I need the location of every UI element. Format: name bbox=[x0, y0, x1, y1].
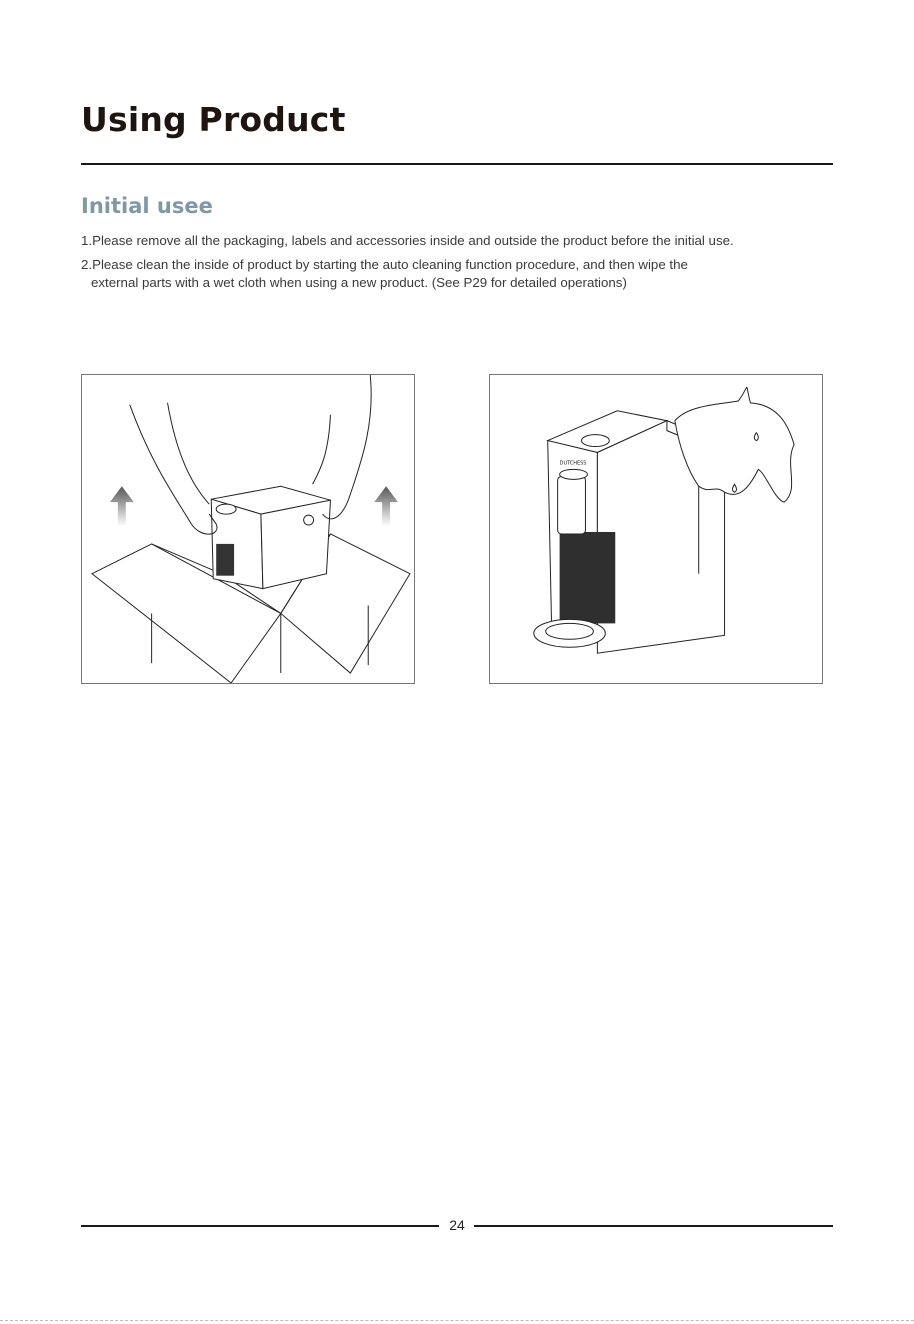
step-text: Please remove all the packaging, labels and accessories inside and outside the product before the initial use. bbox=[92, 233, 734, 248]
section-heading: Initial usee bbox=[81, 194, 213, 218]
up-arrow-icon bbox=[110, 486, 134, 526]
instruction-list bbox=[81, 232, 841, 298]
brand-mark: DUTCHESS bbox=[559, 460, 587, 467]
step-number: 2. bbox=[81, 257, 93, 272]
instruction-step-2 bbox=[81, 256, 841, 292]
unboxing-drawing bbox=[82, 375, 414, 683]
page-number: 24 bbox=[449, 1217, 465, 1233]
step-number: 1. bbox=[81, 233, 93, 248]
unboxing-illustration bbox=[81, 374, 415, 684]
step-text: Please clean the inside of product by starting the auto cleaning function procedure, and then wipe the bbox=[92, 257, 688, 272]
page-edge-dotted-line bbox=[0, 1320, 914, 1321]
instruction-step-1 bbox=[81, 232, 841, 250]
step-text-continuation: external parts with a wet cloth when using a new product. (See P29 for detailed operations) bbox=[91, 275, 627, 290]
page-title: Using Product bbox=[81, 100, 346, 139]
water-dispenser-icon bbox=[211, 486, 330, 588]
title-divider bbox=[81, 163, 833, 165]
cleaning-illustration bbox=[489, 374, 823, 684]
footer-divider-left bbox=[81, 1225, 439, 1227]
up-arrow-icon bbox=[374, 486, 398, 526]
footer-divider-right bbox=[474, 1225, 833, 1227]
cleaning-drawing bbox=[490, 375, 822, 683]
